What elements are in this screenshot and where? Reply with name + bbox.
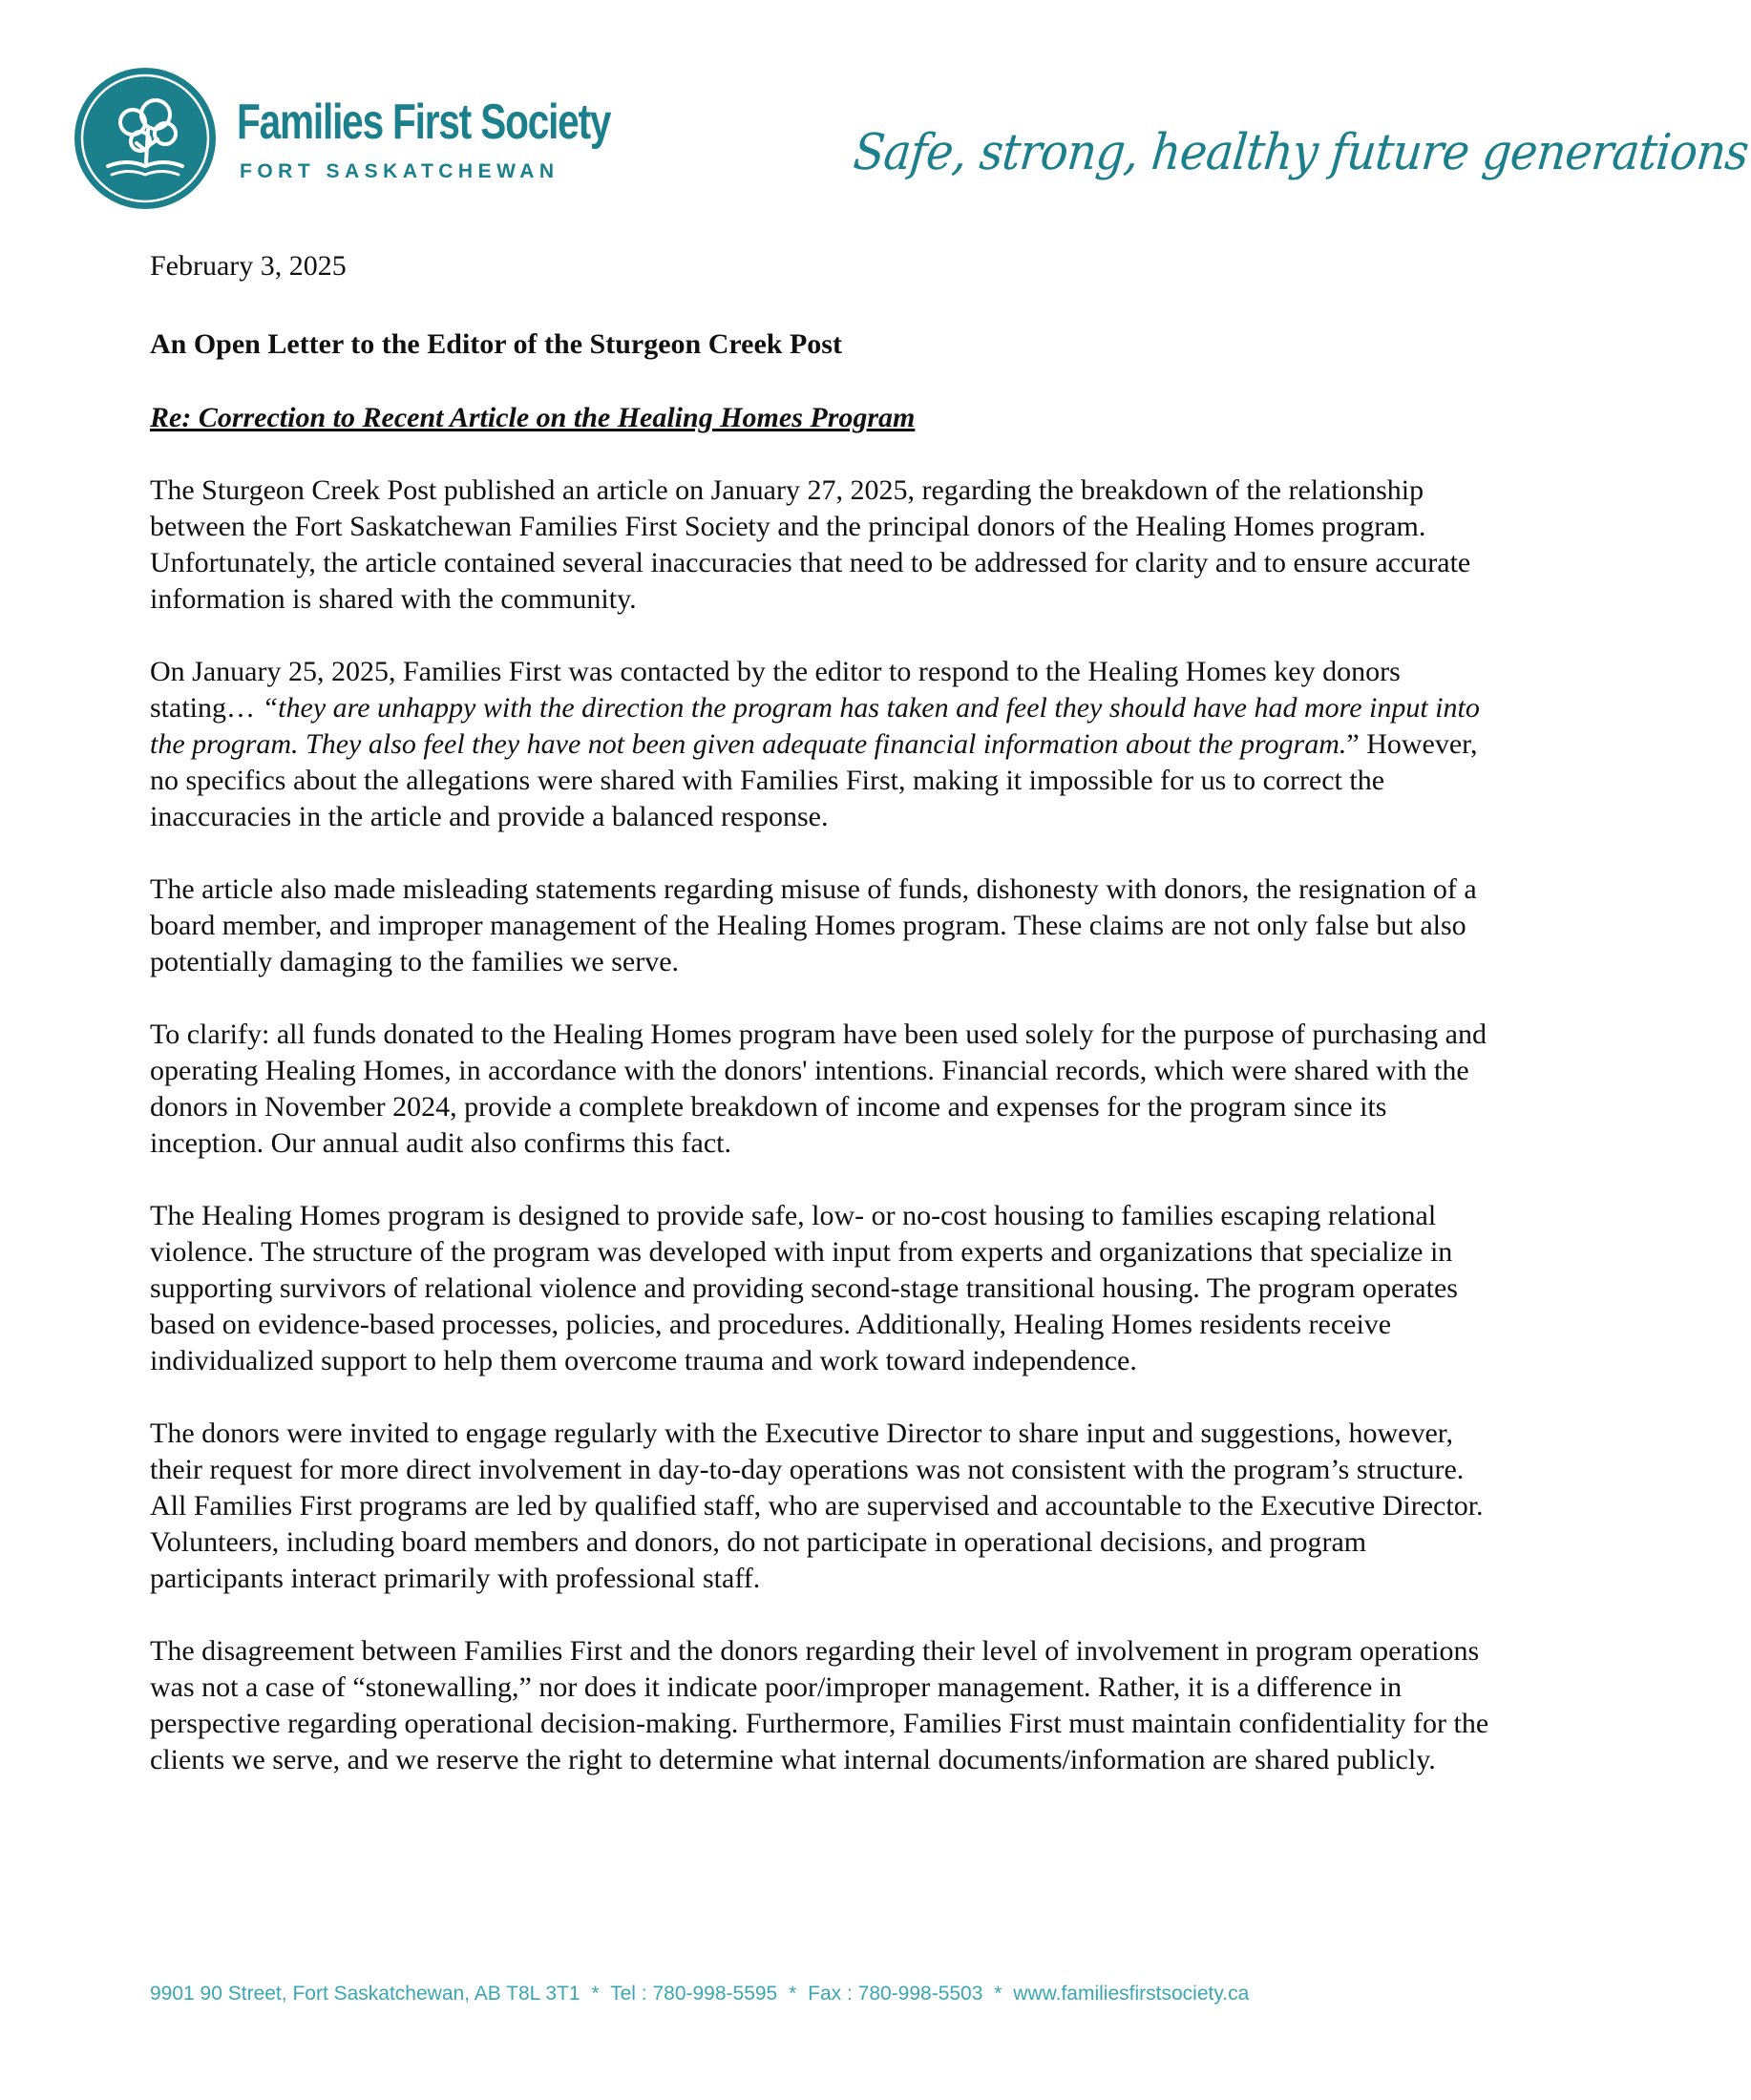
footer-separator: *	[591, 1983, 600, 2005]
tree-in-circle-logo-icon	[74, 67, 217, 210]
footer-website-link[interactable]: www.familiesfirstsociety.ca	[1013, 1983, 1250, 2005]
organization-location: FORT SASKATCHEWAN	[240, 160, 559, 182]
paragraph-2-intro: On January 25, 2025, Families First was contacted by the editor to respond to the Healing Homes key donors stating…	[150, 656, 1401, 724]
paragraph-1: The Sturgeon Creek Post published an article on January 27, 2025, regarding the breakdown of the relationship between the Fort Saskatchewan Families First Society and the principal donors of the Healing Homes program. Unfortunately, the article contained several inaccuracies that need to be addressed for clarity and to ensure accurate information is shared with the community.	[150, 474, 1471, 615]
subject-line: Re: Correction to Recent Article on the Healing Homes Program	[150, 402, 916, 433]
paragraph-7: The disagreement between Families First and the donors regarding their level of involvement in program operations was not a case of “stonewalling,” nor does it indicate poor/improper management. Rather, it is a difference in perspective regarding operational decision-making. Furthermore, Families First must maintain confidentiality for the clients we serve, and we reserve the right to determine what internal documents/information are shared publicly.	[150, 1635, 1489, 1775]
footer-contact	[150, 1982, 1249, 2006]
paragraph-3: The article also made misleading statements regarding misuse of funds, dishonesty with donors, the resignation of a board member, and improper management of the Healing Homes program. These claims are not only false but also potentially damaging to the families we serve.	[150, 873, 1477, 977]
footer-address: 9901 90 Street, Fort Saskatchewan, AB T8L 3T1	[150, 1983, 580, 2005]
paragraph-4: To clarify: all funds donated to the Healing Homes program have been used solely for the purpose of purchasing and operating Healing Homes, in accordance with the donors' intentions. Financial records, which were shared with the donors in November 2024, provide a complete breakdown of income and expenses for the program since its inception. Our annual audit also confirms this fact.	[150, 1018, 1487, 1159]
paragraph-6: The donors were invited to engage regularly with the Executive Director to share input and suggestions, however, their request for more direct involvement in day-to-day operations was not consistent with the program’s structure. All Families First programs are led by qualified staff, who are supervised and accountable to the Executive Director. Volunteers, including board members and donors, do not participate in operational decisions, and program participants interact primarily with professional staff.	[150, 1418, 1484, 1594]
paragraph-2	[150, 654, 1506, 835]
footer-separator: *	[994, 1983, 1002, 2005]
letterhead	[74, 67, 1751, 210]
footer-fax: Fax : 780-998-5503	[808, 1983, 983, 2005]
paragraph-2-rest: ” However, no specifics about the allegations were shared with Families First, making it impossible for us to correct the inaccuracies in the article and provide a balanced response.	[150, 728, 1478, 832]
letter-date: February 3, 2025	[150, 250, 347, 282]
tagline: Safe, strong, healthy future generations	[851, 124, 1751, 181]
letter-heading: An Open Letter to the Editor of the Sturgeon Creek Post	[150, 328, 842, 360]
footer-telephone: Tel : 780-998-5595	[610, 1983, 778, 2005]
paragraph-5: The Healing Homes program is designed to provide safe, low- or no-cost housing to families escaping relational violence. The structure of the program was developed with input from experts and organizations that specialize in supporting survivors of relational violence and providing second-stage transitional housing. The program operates based on evidence-based processes, policies, and procedures. Additionally, Healing Homes residents receive individualized support to help them overcome trauma and work toward independence.	[150, 1200, 1458, 1376]
letter-body	[150, 248, 1506, 1815]
donor-quote: “they are unhappy with the direction the program has taken and feel they should have had more input into the program. They also feel they have not been given adequate financial information about the program.	[150, 692, 1480, 760]
organization-name: Families First Society	[237, 94, 611, 150]
footer-separator: *	[789, 1983, 797, 2005]
